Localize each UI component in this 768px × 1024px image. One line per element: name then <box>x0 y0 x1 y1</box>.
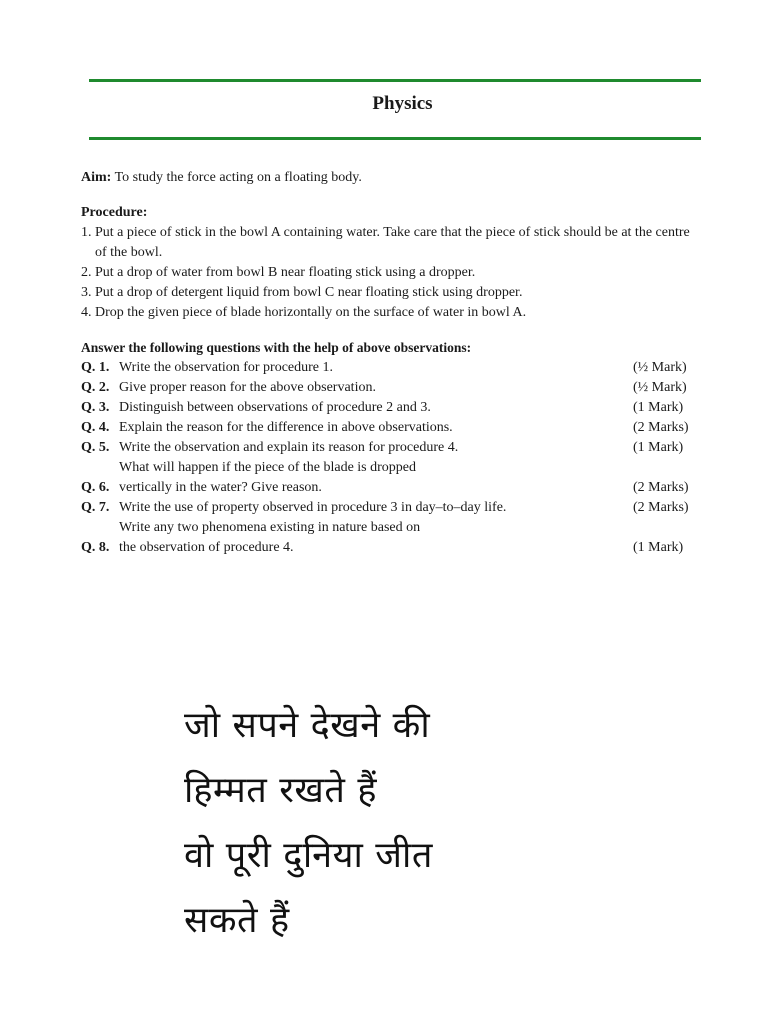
question-number: Q. 4. <box>81 420 110 435</box>
step-text: Put a drop of detergent liquid from bowl C near floating stick using dropper. <box>95 285 523 300</box>
question-text: Distinguish between observations of procedure 2 and 3. <box>119 400 431 415</box>
procedure-step <box>81 223 703 263</box>
step-text: Drop the given piece of blade horizontally on the surface of water in bowl A. <box>95 305 527 320</box>
question-number: Q. 2. <box>81 380 110 395</box>
step-number: 2. <box>81 265 92 280</box>
question-row <box>81 438 703 458</box>
question-row <box>81 378 703 398</box>
questions-list <box>81 358 703 558</box>
question-text-line: Write any two phenomena existing in nature based on <box>119 520 421 535</box>
aim-text: To study the force acting on a floating body. <box>111 170 362 185</box>
question-row <box>81 498 703 518</box>
question-row <box>81 398 703 418</box>
quote-line: सकते हैं <box>184 900 290 941</box>
question-number: Q. 3. <box>81 400 110 415</box>
question-number: Q. 7. <box>81 500 110 515</box>
question-number: Q. 8. <box>81 540 110 555</box>
question-text: Write the observation and explain its reason for procedure 4. <box>119 440 459 455</box>
procedure-step <box>81 263 703 283</box>
bottom-divider <box>89 137 701 140</box>
step-number: 3. <box>81 285 92 300</box>
question-text: Write the use of property observed in procedure 3 in day–to–day life. <box>119 500 507 515</box>
question-number: Q. 1. <box>81 360 110 375</box>
question-number: Q. 6. <box>81 480 110 495</box>
worksheet-body <box>81 168 703 558</box>
question-text-line: vertically in the water? Give reason. <box>119 480 322 495</box>
question-row <box>81 418 703 438</box>
question-text: Give proper reason for the above observation. <box>119 380 376 395</box>
question-text: Explain the reason for the difference in above observations. <box>119 420 453 435</box>
question-marks: (1 Mark) <box>633 440 684 455</box>
question-row <box>81 358 703 378</box>
question-text-line: the observation of procedure 4. <box>119 540 294 555</box>
step-number: 1. <box>81 225 92 240</box>
question-number: Q. 5. <box>81 440 110 455</box>
step-text: Put a piece of stick in the bowl A containing water. Take care that the piece of stick should be at the centre of the bowl. <box>95 225 690 260</box>
procedure-heading: Procedure: <box>81 205 148 220</box>
question-marks: (2 Marks) <box>633 420 689 435</box>
page-title: Physics <box>372 93 433 114</box>
question-row <box>81 458 703 498</box>
procedure-list <box>81 223 703 323</box>
question-text <box>119 518 633 558</box>
question-row <box>81 518 703 558</box>
step-number: 4. <box>81 305 92 320</box>
top-divider <box>89 79 701 82</box>
procedure-step <box>81 303 703 323</box>
question-text <box>119 458 633 498</box>
question-marks: (½ Mark) <box>633 360 687 375</box>
step-text: Put a drop of water from bowl B near floating stick using a dropper. <box>95 265 476 280</box>
quote-line: वो पूरी दुनिया जीत <box>184 835 433 876</box>
aim-label: Aim: <box>81 170 112 185</box>
quote-line: हिम्मत रखते हैं <box>184 770 377 811</box>
question-marks: (1 Mark) <box>633 540 684 555</box>
question-text-line: What will happen if the piece of the blade is dropped <box>119 460 417 475</box>
question-marks: (½ Mark) <box>633 380 687 395</box>
question-marks: (2 Marks) <box>633 500 689 515</box>
question-text: Write the observation for procedure 1. <box>119 360 334 375</box>
question-marks: (1 Mark) <box>633 400 684 415</box>
procedure-step <box>81 283 703 303</box>
aim-statement <box>81 168 703 188</box>
question-marks: (2 Marks) <box>633 480 689 495</box>
quote-line: जो सपने देखने की <box>184 705 431 746</box>
hindi-quote <box>184 693 433 953</box>
questions-heading: Answer the following questions with the help of above observations: <box>81 340 472 355</box>
